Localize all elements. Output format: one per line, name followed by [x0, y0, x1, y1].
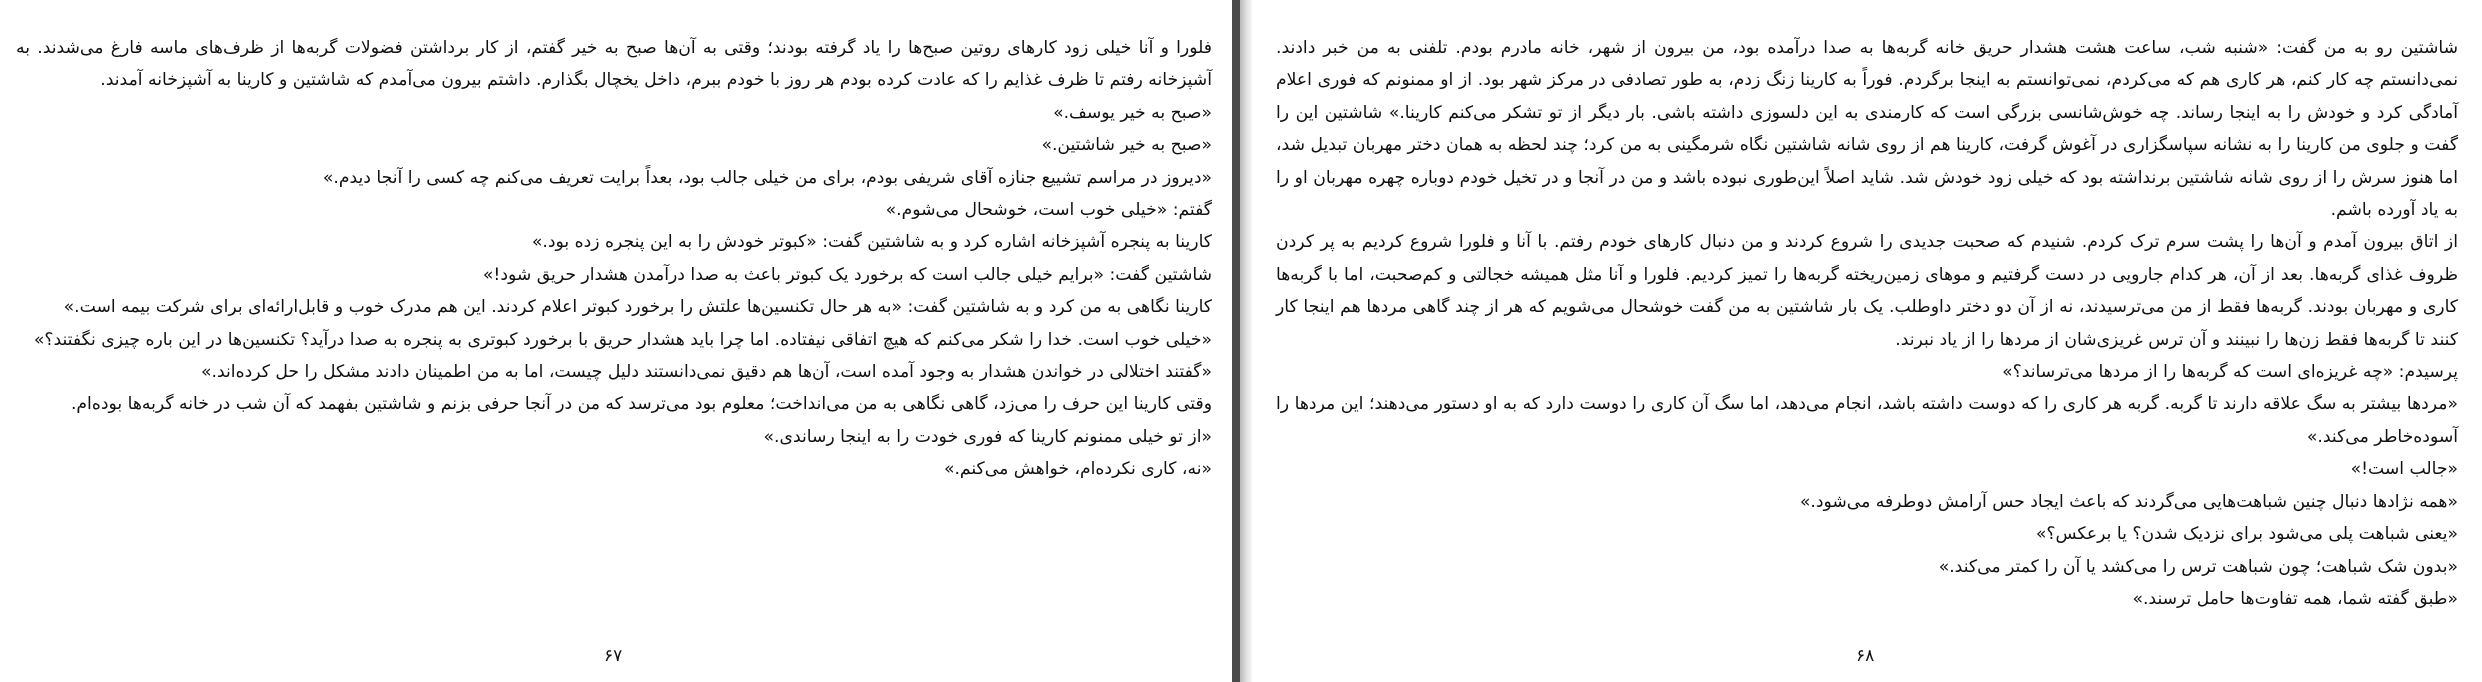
paragraph: وقتی کارینا این حرف را می‌زد، گاهی نگاهی به من می‌انداخت؛ معلوم بود می‌ترسد که من در آنجا حرفی بزنم و شاشتین بفهمد که آن شب در خانه گربه‌ها بوده‌ام.: [70, 394, 1212, 415]
paragraph: «گفتند اختلالی در خواندن هشدار به وجود آمده است، آن‌ها هم دقیق نمی‌دانستند دلیل چیست، اما به من اطمینان دادند مشکل را حل کرده‌اند.»: [201, 362, 1212, 383]
left-page-text: [16, 32, 1212, 486]
paragraph: «یعنی شباهت پلی می‌شود برای نزدیک شدن؟ یا برعکس؟»: [2035, 524, 2458, 545]
page-gutter-shadow: [1232, 0, 1240, 682]
paragraph: کارینا به پنجره آشپزخانه اشاره کرد و به شاشتین گفت: «کبوتر خودش را به این پنجره زده بود.»: [531, 232, 1212, 253]
page-number-right: ۶۸: [1856, 646, 1875, 666]
paragraph: کارینا نگاهی به من کرد و به شاشتین گفت: «به هر حال تکنسین‌ها علتش را برخورد کبوتر اعلام کردند. این هم مدرک خوب و قابل‌ارائه‌ای برای شرکت بیمه است.»: [63, 297, 1212, 318]
paragraph: «خیلی خوب است. خدا را شکر می‌کنم که هیچ اتفاقی نیفتاده. اما چرا باید هشدار حریق با برخورد کبوتری به پنجره به صدا درآید؟ تکنسین‌ها در این باره چیزی نگفتند؟»: [33, 329, 1212, 350]
paragraph: «صبح به خیر یوسف.»: [1053, 102, 1212, 123]
paragraph: «از تو خیلی ممنونم کارینا که فوری خودت را به اینجا رساندی.»: [763, 426, 1212, 447]
right-page: [1252, 0, 2482, 682]
paragraph: «جالب است!»: [2350, 459, 2458, 480]
page-gutter-edge: [1240, 0, 1252, 682]
paragraph: فلورا و آنا خیلی زود کارهای روتین صبح‌ها را یاد گرفته بودند؛ وقتی به آن‌ها صبح به خیر گفتم، از کار برداشتن فضولات گربه‌ها از ظرف‌های ماسه فارغ می‌شدند. به آشپزخانه رفتم تا ظرف غذایم را که عادت کرده بودم هر روز با خودم ببرم، داخل یخچال بگذارم. داشتم بیرون می‌آمدم که شاشتین و کارینا به آشپزخانه آمدند.: [16, 38, 1212, 91]
paragraph: «صبح به خیر شاشتین.»: [1041, 135, 1212, 156]
paragraph: «دیروز در مراسم تشییع جنازه آقای شریفی بودم، برای من خیلی جالب بود، بعداً برایت تعریف می‌کنم چه کسی را آنجا دیدم.»: [322, 167, 1212, 188]
paragraph: «مردها بیشتر به سگ علاقه دارند تا گربه. گربه هر کاری را که دوست داشته باشد، انجام می‌دهد، اما سگ آن کاری را دوست دارد که به او دستور می‌دهند؛ این مردها را آسوده‌خاطر می‌کند.»: [1276, 394, 2458, 447]
paragraph: «نه، کاری نکرده‌ام، خواهش می‌کنم.»: [943, 459, 1212, 480]
left-page: [0, 0, 1232, 682]
paragraph: پرسیدم: «چه غریزه‌ای است که گربه‌ها را از مردها می‌ترساند؟»: [2002, 362, 2458, 383]
paragraph: شاشتین گفت: «برایم خیلی جالب است که برخورد یک کبوتر باعث به صدا درآمدن هشدار حریق شود!»: [482, 264, 1212, 285]
paragraph: «طبق گفته شما، همه تفاوت‌ها حامل ترسند.»: [2132, 588, 2458, 609]
paragraph: «بدون شک شباهت؛ چون شباهت ترس را می‌کشد یا آن را کمتر می‌کند.»: [1938, 556, 2458, 577]
paragraph: شاشتین رو به من گفت: «شنبه شب، ساعت هشت هشدار حریق خانه گربه‌ها به صدا درآمده بود، من بیرون از شهر، خانه مادرم بودم. تلفنی به من خبر دادند. نمی‌دانستم چه کار کنم، هر کاری هم که می‌کردم، نمی‌توانستم به اینجا برگردم. فوراً به کارینا زنگ زدم، به طور تصادفی در مرکز شهر بود. از او ممنونم که فوری اعلام آمادگی کرد و خودش را به اینجا رساند. چه خوش‌شانسی بزرگی است که کارمندی به این دلسوزی داشته باشی. بار دیگر از تو تشکر می‌کنم کارینا.» شاشتین این را گفت و جلوی من کارینا را به نشانه سپاسگزاری در آغوش گرفت، کارینا هم از روی شانه شاشتین نگاه شرمگینی به من کرد؛ چند لحظه به همان دختر مهربان تبدیل شد، اما هنوز سرش را از روی شانه شاشتین برنداشته بود که خیلی زود خودش شد. شاید اصلاً این‌طوری نبوده باشد و من در آنجا و در تخیل خودم دوباره چهره مهربان او را به یاد آورده باشم.: [1276, 38, 2458, 221]
right-page-text: [1276, 32, 2458, 615]
page-number-left: ۶۷: [604, 646, 623, 666]
paragraph: «همه نژادها دنبال چنین شباهت‌هایی می‌گردند که باعث ایجاد حس آرامش دوطرفه می‌شود.»: [1799, 491, 2458, 512]
paragraph: از اتاق بیرون آمدم و آن‌ها را پشت سرم ترک کردم. شنیدم که صحبت جدیدی را شروع کردند و من دنبال کارهای خودم رفتم. با آنا و فلورا شروع کردیم به پر کردن ظروف غذای گربه‌ها. بعد از آن، هر کدام جارویی در دست گرفتیم و موهای زمین‌ریخته گربه‌ها را تمیز کردیم. فلورا و آنا مثل همیشه خجالتی و کم‌صحبت، اما با گربه‌ها کاری و مهربان بودند. گربه‌ها فقط از من می‌ترسیدند، نه از آن دو دختر داوطلب. یک بار شاشتین به من گفت خوشحال می‌شویم که هر از چند گاهی مردها هم اینجا کار کنند تا گربه‌ها فقط زن‌ها را نبینند و آن ترس غریزی‌شان از مردها را از یاد نبرند.: [1276, 232, 2458, 350]
paragraph: گفتم: «خیلی خوب است، خوشحال می‌شوم.»: [885, 200, 1212, 221]
